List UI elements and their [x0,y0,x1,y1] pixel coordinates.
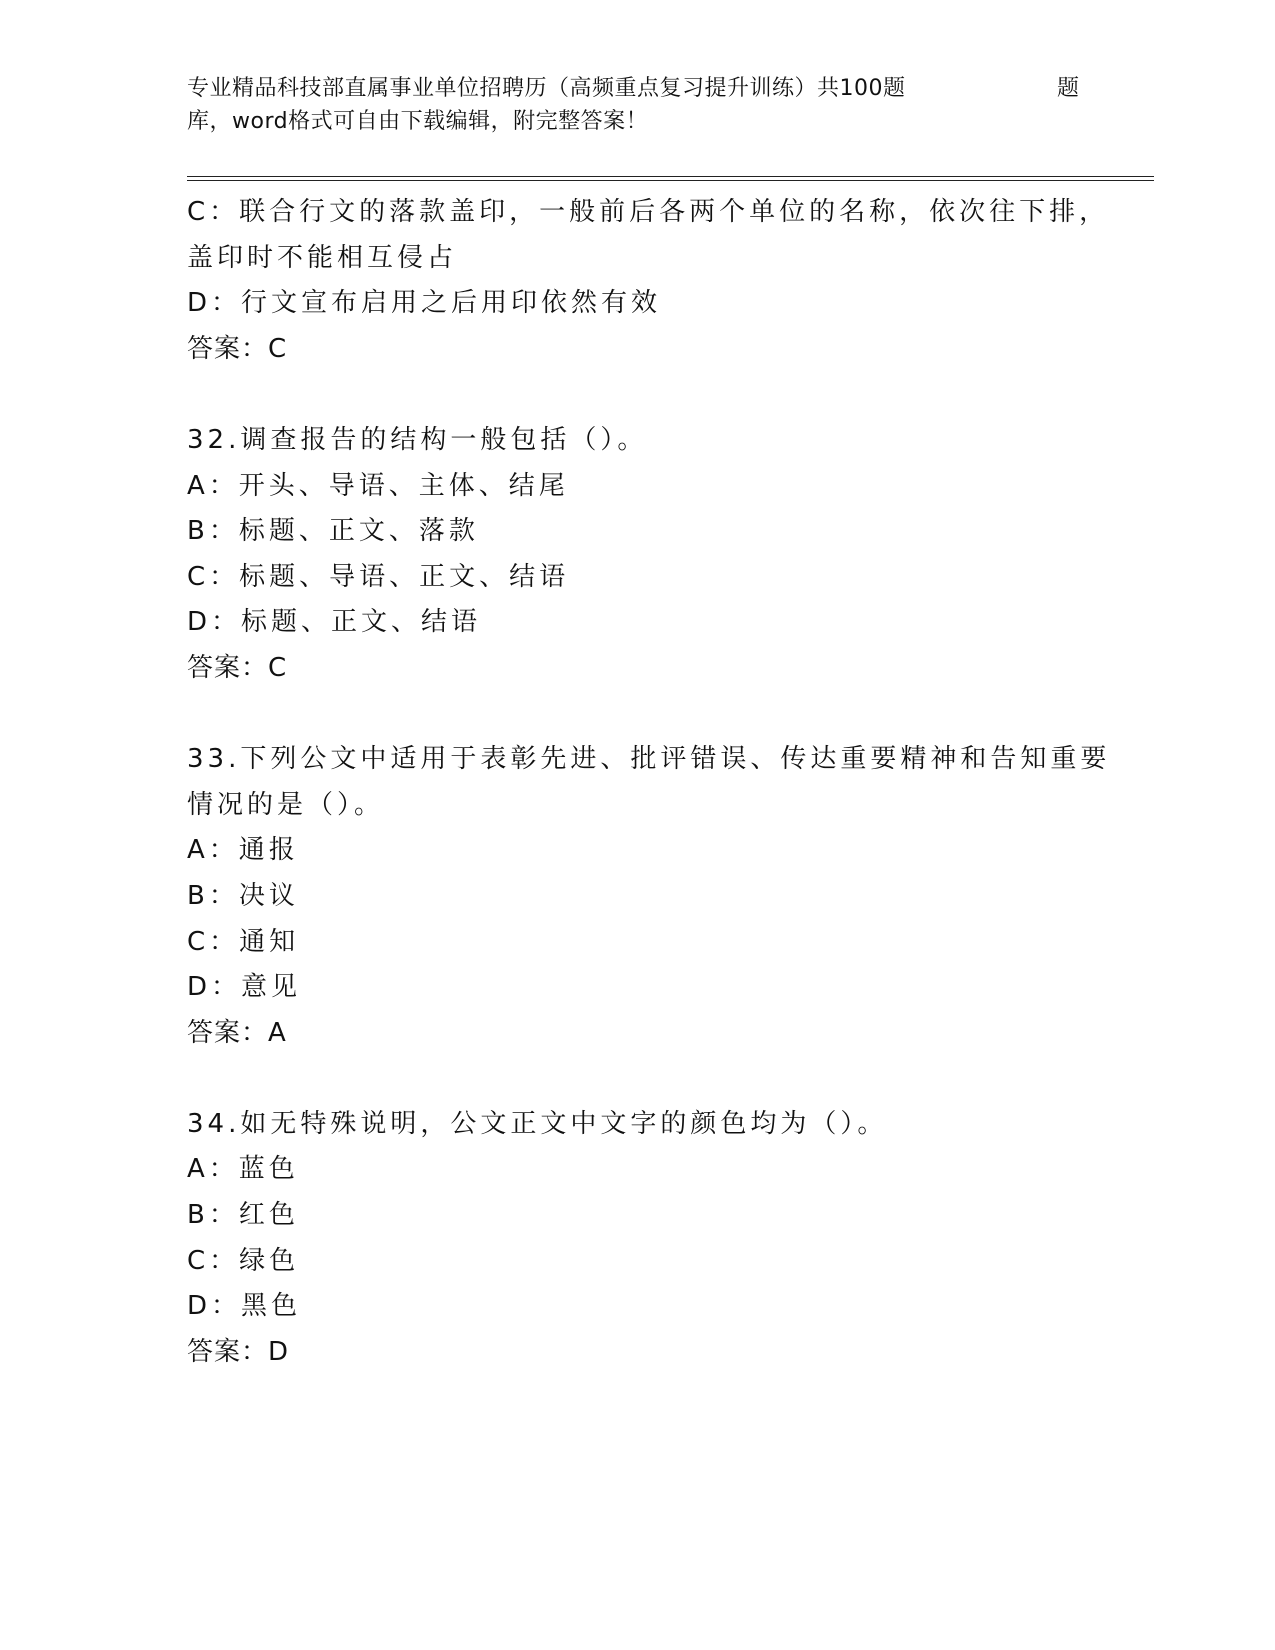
option-a: A：通报 [187,835,299,866]
option-b: B：决议 [187,880,299,911]
option-c: C：标题、导语、正文、结语 [187,561,570,592]
document-body [187,190,1111,1375]
spacer [187,372,1107,418]
option-a: A：蓝色 [187,1154,299,1185]
option-line: D：行文宣布启用之后用印依然有效 [187,288,662,319]
header-divider [187,176,1154,181]
option-d: D：意见 [187,972,302,1003]
spacer [187,1056,1107,1102]
question-34 [187,1102,1107,1376]
answer-line: 答案：C [187,652,288,683]
option-d: D：黑色 [187,1291,302,1322]
header-line-1 [187,72,1087,105]
answer-line: 答案：D [187,1336,290,1367]
option-c: C：绿色 [187,1245,300,1276]
spacer [187,692,1107,738]
option-d: D：标题、正文、结语 [187,607,482,638]
question-stem: 34.如无特殊说明，公文正文中文字的颜色均为（）。 [187,1108,888,1139]
option-line: C：联合行文的落款盖印，一般前后各两个单位的名称，依次往下排， [187,197,1110,227]
option-b: B：标题、正文、落款 [187,516,479,547]
question-33 [187,737,1111,1056]
continued-question [187,190,1110,372]
page-header [187,72,1087,138]
question-stem: 32.调查报告的结构一般包括（）。 [187,424,648,455]
question-32 [187,418,1107,692]
header-line-2: 库，word格式可自由下载编辑，附完整答案！ [187,109,649,134]
answer-line: 答案：A [187,1017,287,1048]
header-title: 专业精品科技部直属事业单位招聘历（高频重点复习提升训练）共100题 [187,76,906,101]
option-b: B：红色 [187,1200,299,1231]
question-stem: 33.下列公文中适用于表彰先进、批评错误、传达重要精神和告知重要 [187,744,1111,775]
option-c: C：通知 [187,926,300,957]
option-line: 盖印时不能相互侵占 [187,242,458,273]
question-stem-continued: 情况的是（）。 [187,789,385,820]
answer-line: 答案：C [187,333,288,364]
option-a: A：开头、导语、主体、结尾 [187,470,569,501]
header-title-tail: 题 [1057,76,1080,101]
